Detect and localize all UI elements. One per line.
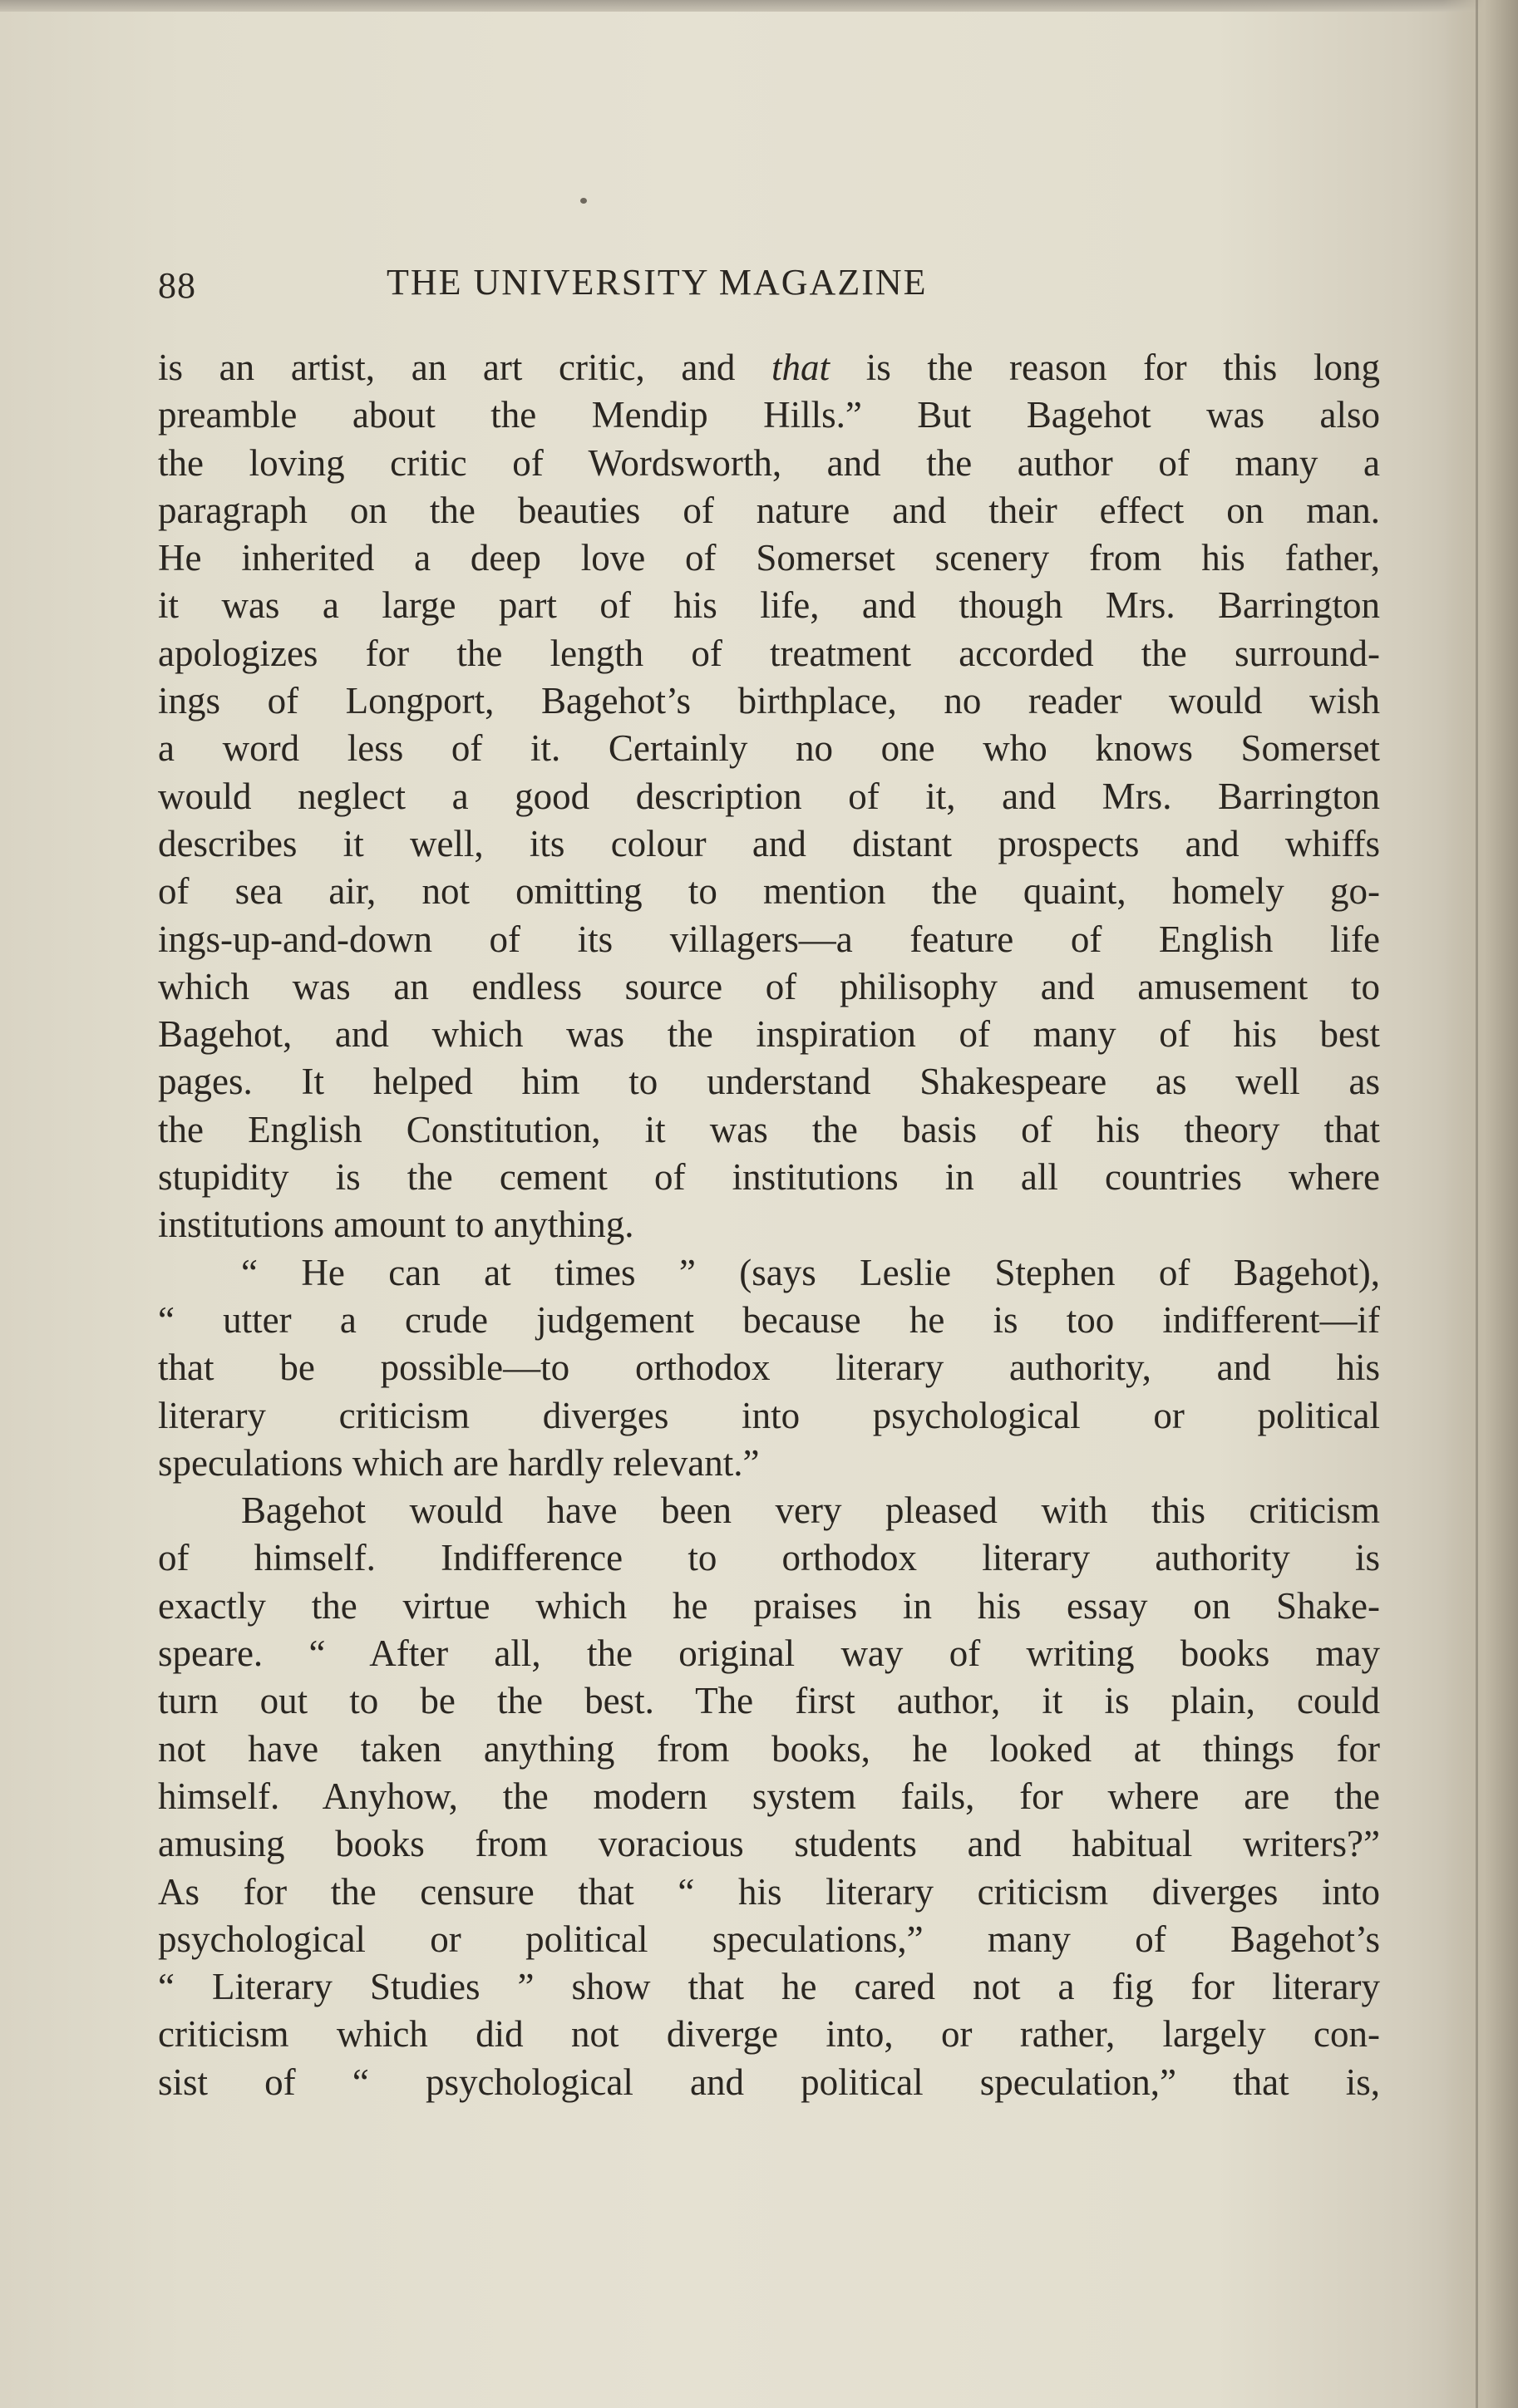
text-line: speare. “ After all, the original way of writing books may xyxy=(158,1632,1380,1675)
text-line: “ utter a crude judgement because he is too indifferent—if xyxy=(158,1298,1380,1341)
text-line: Bagehot would have been very pleased with this criticism xyxy=(241,1490,1380,1532)
text-line: which was an endless source of philisophy and amusement to xyxy=(158,965,1380,1007)
text-line: Bagehot, and which was the inspiration of many of his best xyxy=(158,1013,1380,1056)
text-line: exactly the virtue which he praises in his essay on Shake- xyxy=(158,1584,1380,1627)
text-line: sist of “ psychological and political speculation,” that is, xyxy=(158,2061,1380,2103)
text-line: apologizes for the length of treatment accorded the surround- xyxy=(158,632,1380,674)
emphasis: that xyxy=(771,347,830,388)
text-line: literary criticism diverges into psychological or political xyxy=(158,1394,1380,1436)
book-spine-edge xyxy=(1476,0,1478,2408)
text-line: not have taken anything from books, he looked at things for xyxy=(158,1727,1380,1770)
text-line: criticism which did not diverge into, or rather, largely con- xyxy=(158,2013,1380,2056)
running-title: THE UNIVERSITY MAGAZINE xyxy=(387,262,928,303)
body-text xyxy=(158,344,1380,2106)
text-line: a word less of it. Certainly no one who knows Somerset xyxy=(158,727,1380,770)
text-line: “ Literary Studies ” show that he cared not a fig for literary xyxy=(158,1966,1380,2008)
text-line: As for the censure that “ his literary criticism diverges into xyxy=(158,1870,1380,1913)
text-line: the English Constitution, it was the basis of his theory that xyxy=(158,1108,1380,1150)
page-gutter-shadow xyxy=(1443,0,1518,2408)
text-line: stupidity is the cement of institutions in all countries where xyxy=(158,1156,1380,1199)
text-line: ings-up-and-down of its villagers—a feature of English life xyxy=(158,918,1380,960)
text-line: preamble about the Mendip Hills.” But Bagehot was also xyxy=(158,394,1380,436)
text-line-0: is an artist, an art critic, and that is the reason for this long xyxy=(158,347,1380,388)
text-line: describes it well, its colour and distant prospects and whiffs xyxy=(158,822,1380,864)
book-page xyxy=(158,249,1380,2106)
text-line: turn out to be the best. The first author, it is plain, could xyxy=(158,1680,1380,1722)
page-top-edge xyxy=(0,0,1518,12)
text-line: of sea air, not omitting to mention the quaint, homely go- xyxy=(158,870,1380,913)
text-line: it was a large part of his life, and though Mrs. Barrington xyxy=(158,584,1380,627)
text-line: He inherited a deep love of Somerset scenery from his father, xyxy=(158,537,1380,579)
text-line: would neglect a good description of it, and Mrs. Barrington xyxy=(158,775,1380,817)
text-line: psychological or political speculations,” many of Bagehot’s xyxy=(158,1918,1380,1960)
page-number: 88 xyxy=(158,265,196,306)
running-header xyxy=(158,249,1380,316)
text-line: pages. It helped him to understand Shakespeare as well as xyxy=(158,1061,1380,1103)
text-line: “ He can at times ” (says Leslie Stephen of Bagehot), xyxy=(241,1251,1380,1293)
text-line: the loving critic of Wordsworth, and the author of many a xyxy=(158,441,1380,484)
text-line: ings of Longport, Bagehot’s birthplace, no reader would wish xyxy=(158,680,1380,722)
text-line: of himself. Indifference to orthodox literary authority is xyxy=(158,1537,1380,1579)
text-line: amusing books from voracious students and habitual writers?” xyxy=(158,1823,1380,1865)
text-line: himself. Anyhow, the modern system fails, for where are the xyxy=(158,1775,1380,1817)
text-line: institutions amount to anything. xyxy=(158,1204,634,1246)
text-line: paragraph on the beauties of nature and their effect on man. xyxy=(158,489,1380,531)
ink-speck xyxy=(580,198,587,204)
text-line: that be possible—to orthodox literary authority, and his xyxy=(158,1347,1380,1389)
text-line: speculations which are hardly relevant.” xyxy=(158,1441,760,1484)
